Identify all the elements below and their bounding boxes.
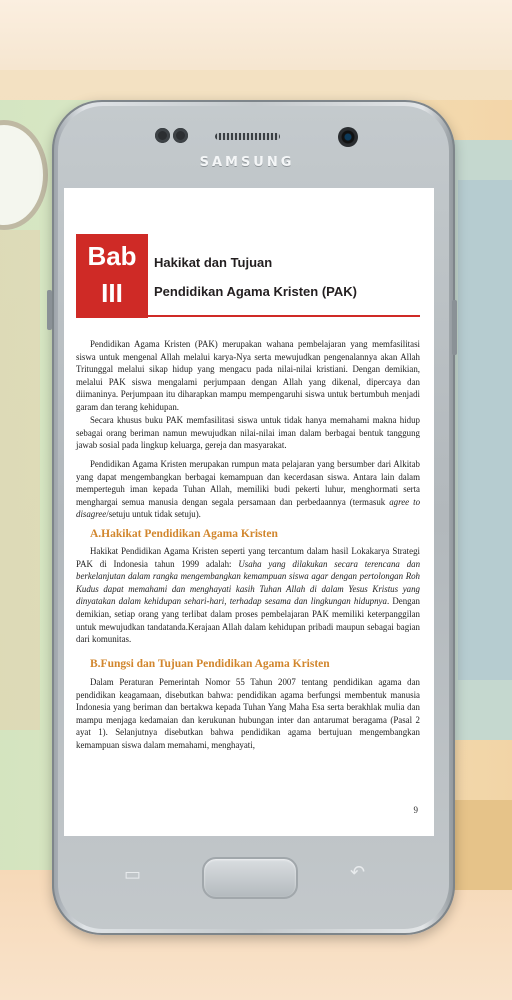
chapter-label: Bab — [87, 241, 137, 271]
paragraph-fungsi: Dalam Peraturan Pemerintah Nomor 55 Tahun 2007 tentang pendidikan agama dan pendidikan keagamaan, disebutkan bahwa: pendidikan agama berfungsi membentuk manusia Indonesia yang beriman dan bertakwa kepada Tuhan Yang Maha Esa serta berakhlak mulia dan mampu menjaga kedamaian dan kerukunan hubungan inter dan antarumat beragama (Pasal 2 ayat 1). Selanjutnya disebutkan bahwa pendidikan agama bertujuan mengembangkan kemampuan siswa dalam memahami, menghayati, — [76, 677, 420, 750]
home-button[interactable] — [202, 857, 298, 899]
paragraph-text: Pendidikan Agama Kristen merupakan rumpun mata pelajaran yang bersumber dari Alkitab yang dapat mengembangkan berbagai kemampuan dan kecerdasan siswa. Antara lain dalam memperteguh iman kepada Tuhan Allah, memiliki budi pekerti luhur, menghormati serta menghargai semua manusia dengan segala persamaan dan perbedaannya (termasuk — [76, 459, 420, 507]
paragraph-intro: Pendidikan Agama Kristen (PAK) merupakan wahana pembelajaran yang memfasilitasi siswa untuk mengenal Allah melalui karya-Nya serta mewujudkan pengenalannya akan Allah Tritunggal melalui sikap hidup yang mengacu pada nilai-nilai kristiani. Dengan demikian, melalui PAK siswa mengalami perjumpaan dengan Allah yang dikenal, dipercaya dan diimaninya. Perjumpaan itu diharapkan mampu mempengaruhi siswa untuk bertumbuh menjadi garam dan terang kehidupan. — [76, 339, 420, 412]
paragraph-emphasis: Usaha yang dilakukan secara terencana dan berkelanjutan dalam rangka mengembangkan kemampuan siswa agar dengan pertolongan Roh Kudus dapat memahami dan menghayati kasih Tuhan Allah di dalam Yesus Kristus yang dinyatakan dalam kehidupan sehari-hari, terhadap sesama dan lingkungan hidupnya — [76, 558, 421, 607]
recent-apps-icon[interactable]: ▭ — [124, 864, 142, 884]
background-door — [0, 230, 40, 730]
chapter-number: III — [101, 278, 123, 308]
paragraph-special: Secara khusus buku PAK memfasilitasi siswa untuk tidak hanya memahami makna hidup sebagai orang beriman namun mewujudkan nilai-nilai iman dalam berbagai bentuk tanggung jawab sosial pada lingkup keluarga, gereja dan masyarakat. — [76, 415, 420, 451]
sensor-icon — [155, 128, 170, 143]
paragraph-hakikat — [76, 545, 420, 646]
earpiece-speaker — [215, 133, 280, 140]
paragraph-text: . Dengan demikian, setiap orang yang terlibat dalam proses pembelajaran PAK memiliki keterpanggilan untuk mewujudkan tandatanda.Kerajaan Allah dalam kehidupan pribadi maupun sebagai bagian dari komunitas. — [76, 596, 420, 645]
phone-brand-logo: SAMSUNG — [199, 155, 295, 170]
power-button[interactable] — [452, 300, 457, 355]
paragraph-emphasis: agree to disagree — [76, 496, 421, 520]
section-heading-a: A.Hakikat Pendidikan Agama Kristen — [90, 528, 278, 540]
background-window-pane — [458, 180, 512, 680]
paragraph-text: /setuju untuk tidak setuju). — [106, 509, 201, 520]
page-number: 9 — [413, 805, 418, 815]
chapter-badge — [76, 234, 148, 318]
screen[interactable] — [64, 188, 434, 836]
section-heading-b: B.Fungsi dan Tujuan Pendidikan Agama Kristen — [90, 658, 330, 670]
paragraph-pak-definition — [76, 458, 420, 521]
chapter-title-line1: Hakikat dan Tujuan — [154, 255, 273, 270]
back-icon[interactable]: ↶ — [350, 862, 366, 882]
background-ceiling — [0, 0, 512, 70]
chapter-divider — [148, 315, 420, 317]
chapter-title-line2: Pendidikan Agama Kristen (PAK) — [154, 284, 357, 299]
paragraph-text: Hakikat Pendidikan Agama Kristen seperti yang tercantum dalam hasil Lokakarya Strategi PAK di Indonesia tahun 1999 adalah: — [76, 546, 420, 569]
front-camera-icon — [338, 127, 358, 147]
chapter-header — [76, 234, 420, 318]
sensor-icon — [173, 128, 188, 143]
volume-button[interactable] — [47, 290, 52, 330]
